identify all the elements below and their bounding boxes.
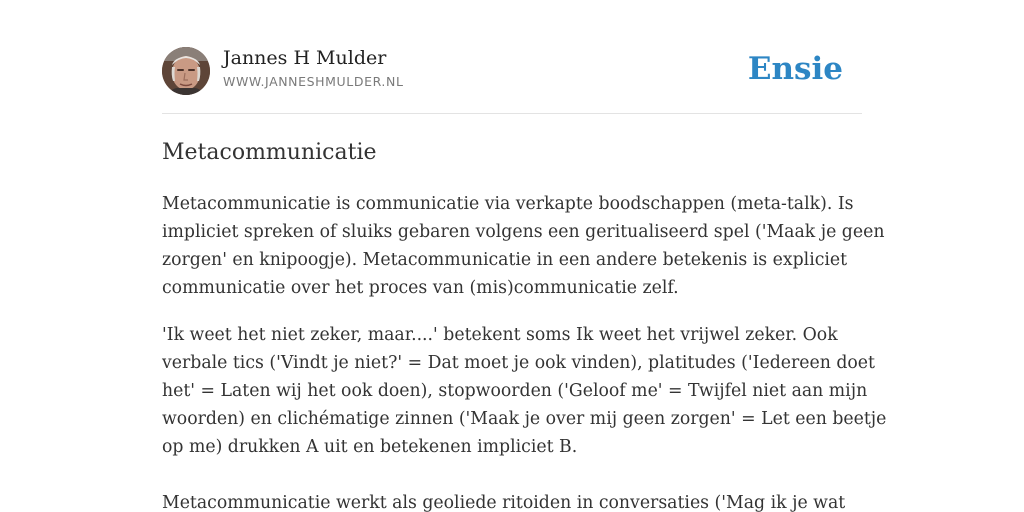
- article-title: Metacommunicatie: [162, 140, 377, 165]
- paragraph-line: verbale tics ('Vindt je niet?' = Dat moet je ook vinden), platitudes ('Iedereen doet: [162, 353, 875, 373]
- line-break: [162, 461, 867, 489]
- paragraph-line: op me) drukken A uit en betekenen impliciet B.: [162, 437, 578, 457]
- paragraph-line: Metacommunicatie werkt als geoliede ritoiden in conversaties ('Mag ik je wat: [162, 493, 846, 512]
- header: [162, 0, 862, 114]
- paragraph-line: zorgen' en knipoogje). Metacommunicatie in een andere betekenis is expliciet: [162, 250, 848, 270]
- person-portrait-icon: [162, 47, 210, 95]
- avatar[interactable]: [162, 47, 210, 95]
- author-name[interactable]: Jannes H Mulder: [223, 47, 387, 69]
- ensie-logo[interactable]: Ensie: [747, 51, 843, 87]
- paragraph-1: [162, 190, 885, 302]
- paragraph-line: Metacommunicatie is communicatie via verkapte boodschappen (meta-talk). Is: [162, 194, 854, 214]
- paragraph-line: impliciet spreken of sluiks gebaren volgens een geritualiseerd spel ('Maak je geen: [162, 222, 885, 242]
- paragraph-2: [162, 321, 887, 512]
- paragraph-line: het' = Laten wij het ook doen), stopwoorden ('Geloof me' = Twijfel niet aan mijn: [162, 381, 868, 401]
- author-website-link[interactable]: WWW.JANNESHMULDER.NL: [223, 74, 404, 89]
- content-column: [162, 0, 887, 512]
- paragraph-line: woorden) en clichématige zinnen ('Maak je over mij geen zorgen' = Let een beetje: [162, 409, 887, 429]
- paragraph-line: communicatie over het proces van (mis)communicatie zelf.: [162, 278, 679, 298]
- article-body: [162, 190, 887, 512]
- paragraph-line: 'Ik weet het niet zeker, maar....' betekent soms Ik weet het vrijwel zeker. Ook: [162, 325, 838, 345]
